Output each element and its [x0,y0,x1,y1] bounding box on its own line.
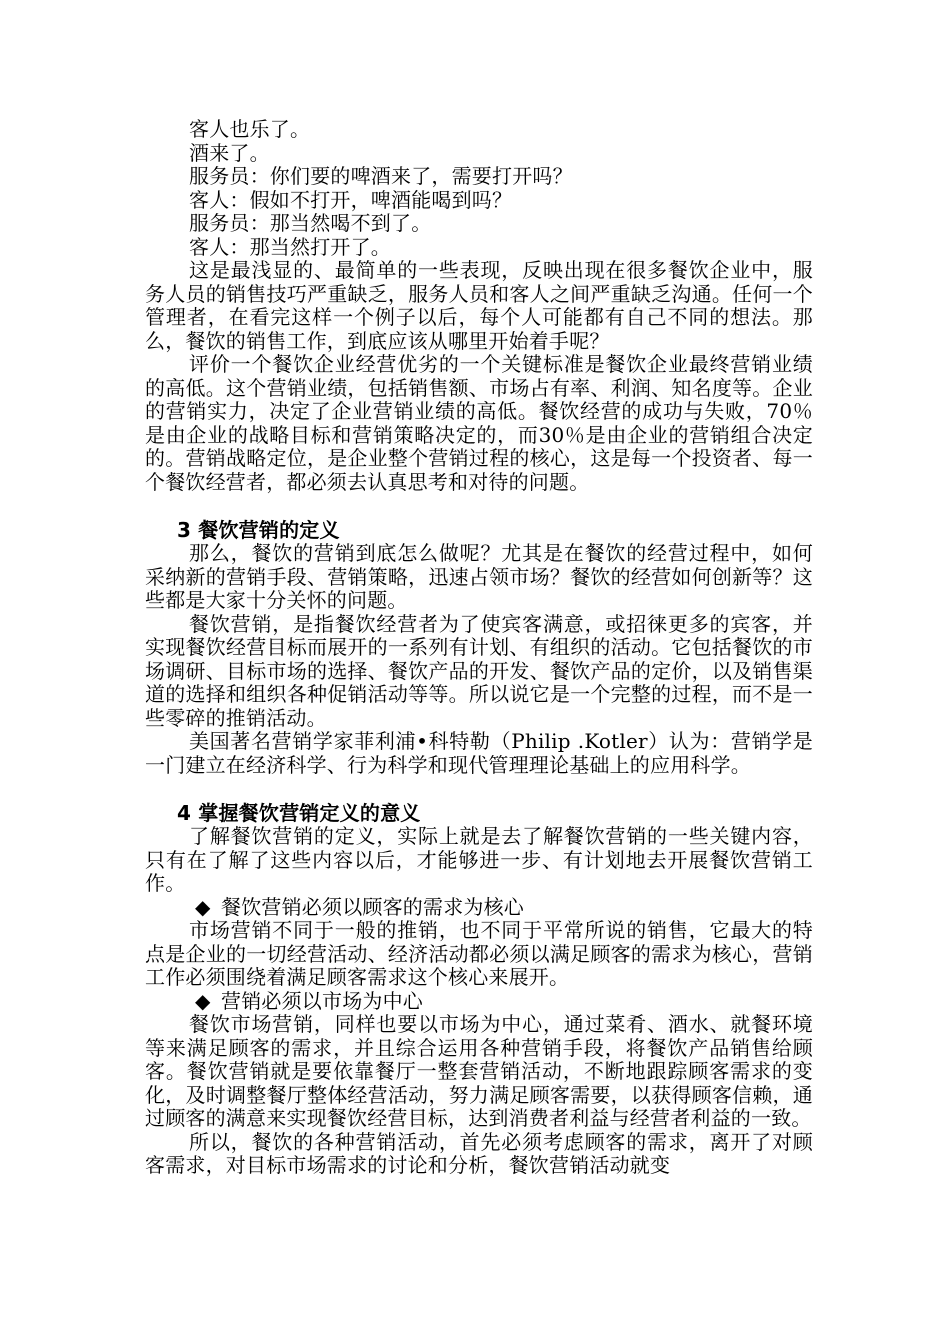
section-heading: 4 掌握餐饮营销定义的意义 [177,801,421,825]
paragraph: 这是最浅显的、最简单的一些表现，反映出现在很多餐饮企业中，服务人员的销售技巧严重缺乏，服务人员和客人之间严重缺乏沟通。任何一个管理者，在看完这样一个例子以后，每个人可能都有自己不同的想法。那么，餐饮的销售工作，到底应该从哪里开始着手呢？ [145,258,813,353]
section-heading: 3 餐饮营销的定义 [177,518,340,542]
paragraph: 餐饮营销，是指餐饮经营者为了使宾客满意，或招徕更多的宾客，并实现餐饮经营目标而展开的一系列有计划、有组织的活动。它包括餐饮的市场调研、目标市场的选择、餐饮产品的开发、餐饮产品的定价，以及销售渠道的选择和组织各种促销活动等等。所以说它是一个完整的过程，而不是一些零碎的推销活动。 [145,611,813,730]
paragraph: 市场营销不同于一般的推销，也不同于平常所说的销售，它最大的特点是企业的一切经营活动、经济活动都必须以满足顾客的需求为核心，营销工作必须围绕着满足顾客需求这个核心来展开。 [145,918,813,989]
bullet-text: 餐饮营销必须以顾客的需求为核心 [221,894,524,919]
diamond-bullet-icon: ◆ [195,988,211,1013]
diamond-bullet-icon: ◆ [195,894,211,919]
dialogue-line: 酒来了。 [189,140,270,165]
dialogue-line: 客人：那当然打开了。 [189,234,391,259]
dialogue-line: 客人也乐了。 [189,117,311,141]
bullet-item [145,896,813,920]
paragraph: 所以，餐饮的各种营销活动，首先必须考虑顾客的需求，离开了对顾客需求，对目标市场需求的讨论和分析，餐饮营销活动就变 [145,1129,813,1177]
dialogue-line: 服务员：你们要的啤酒来了，需要打开吗？ [189,164,573,188]
bullet-item [145,990,813,1014]
paragraph: 餐饮市场营销，同样也要以市场为中心，通过菜肴、酒水、就餐环境等来满足顾客的需求，并且综合运用各种营销手段，将餐饮产品销售给顾客。餐饮营销就是要依靠餐厅一整套营销活动，不断地跟踪顾客需求的变化，及时调整餐厅整体经营活动，努力满足顾客需要，以获得顾客信赖，通过顾客的满意来实现餐饮经营目标，达到消费者利益与经营者利益的一致。 [145,1012,813,1130]
document-page [145,118,813,1178]
paragraph: 那么，餐饮的营销到底怎么做呢？尤其是在餐饮的经营过程中，如何采纳新的营销手段、营销策略，迅速占领市场？餐饮的经营如何创新等？这些都是大家十分关怀的问题。 [145,541,813,612]
paragraph: 评价一个餐饮企业经营优劣的一个关键标准是餐饮企业最终营销业绩的高低。这个营销业绩，包括销售额、市场占有率、利润、知名度等。企业的营销实力，决定了企业营销业绩的高低。餐饮经营的成功与失败，70％是由企业的战略目标和营销策略决定的，而30％是由企业的营销组合决定的。营销战略定位，是企业整个营销过程的核心，这是每一个投资者、每一个餐饮经营者，都必须去认真思考和对待的问题。 [145,352,813,494]
paragraph: 了解餐饮营销的定义，实际上就是去了解餐饮营销的一些关键内容，只有在了解了这些内容以后，才能够进一步、有计划地去开展餐饮营销工作。 [145,824,813,895]
dialogue-line: 客人：假如不打开，啤酒能喝到吗？ [189,187,513,212]
dialogue-line: 服务员：那当然喝不到了。 [189,211,432,235]
bullet-text: 营销必须以市场为中心 [221,988,423,1013]
paragraph: 美国著名营销学家菲利浦•科特勒（Philip .Kotler）认为：营销学是一门建立在经济科学、行为科学和现代管理理论基础上的应用科学。 [145,729,813,777]
